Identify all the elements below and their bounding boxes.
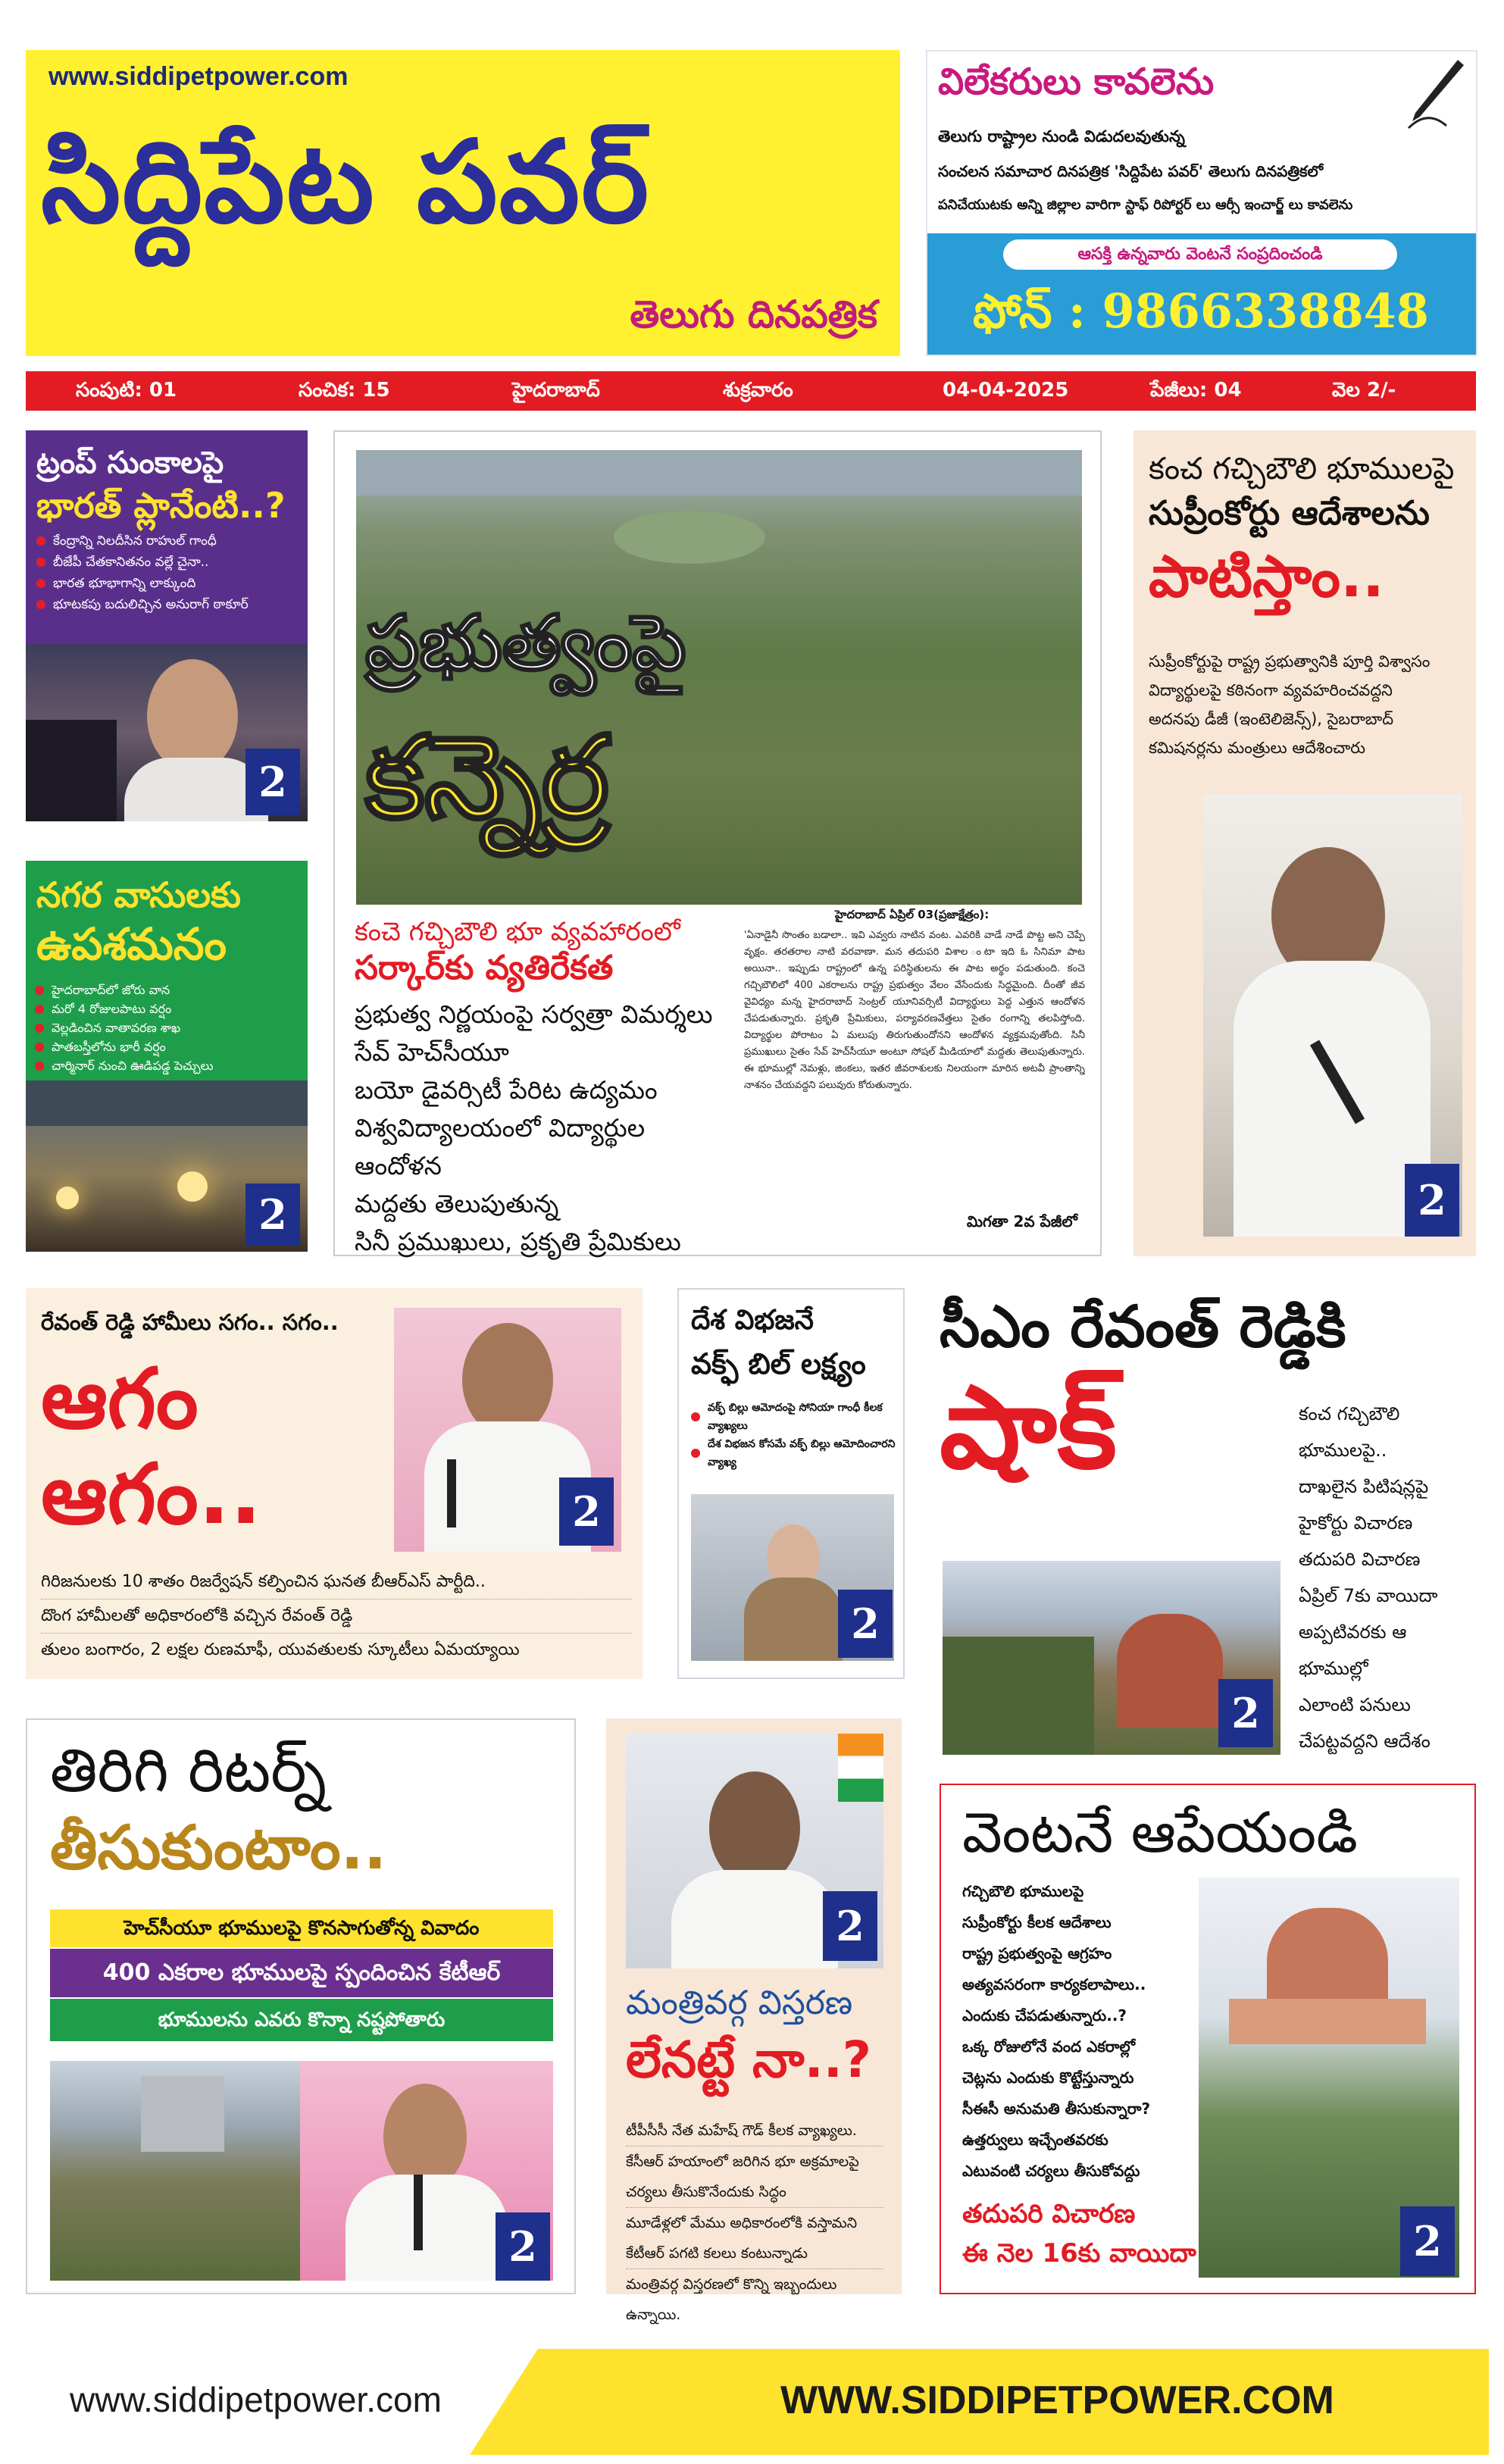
list-item: హైకోర్టు విచారణ <box>1299 1512 1413 1534</box>
shock-page-badge[interactable]: 2 <box>1218 1679 1273 1747</box>
list-item: గచ్చిబౌలి భూములపై <box>962 1882 1084 1900</box>
ktr-page-badge[interactable]: 2 <box>496 2212 550 2281</box>
land-site-photo <box>50 2061 300 2281</box>
agam-page-badge[interactable]: 2 <box>559 1477 614 1546</box>
footer-url-right[interactable]: WWW.SIDDIPETPOWER.COM <box>780 2378 1334 2422</box>
footer <box>0 2349 1504 2464</box>
cabinet-head-2: లేనట్టే నా..? <box>626 2031 872 2089</box>
price: వెల 2/- <box>1332 379 1396 402</box>
stop-red-2: ఈ నెల 16కు వాయిదా <box>962 2238 1196 2269</box>
masthead-title: సిద్దిపేట పవర్ <box>41 117 651 249</box>
masthead <box>26 50 900 356</box>
lead-continued[interactable]: మిగతా 2వ పేజీలో <box>966 1212 1077 1230</box>
ad-contact-pill: ఆసక్తి ఉన్నవారు వెంటనే సంప్రదించండి <box>1003 239 1397 270</box>
volume: సంపుటి: 01 <box>76 379 177 402</box>
list-item: సుప్రీంకోర్టుపై రాష్ట్ర ప్రభుత్వానికి పూర్తి విశ్వాసం <box>1149 652 1431 671</box>
rain-page-badge[interactable]: 2 <box>245 1184 300 1246</box>
list-item: సేవ్ హెచ్‌సీయూ <box>355 1037 509 1067</box>
waqf-page-badge[interactable]: 2 <box>838 1590 893 1658</box>
day: శుక్రవారం <box>723 379 793 402</box>
list-item: సుప్రీంకోర్టు కీలక ఆదేశాలు <box>962 1913 1112 1931</box>
list-item: ప్రభుత్వ నిర్ణయంపై సర్వత్రా విమర్శలు <box>355 999 713 1029</box>
story-rain[interactable] <box>26 861 308 1252</box>
lead-head-2: కన్నెర్ర <box>365 712 609 844</box>
list-item: అదనపు డీజీ (ఇంటెలిజెన్స్), సైబరాబాద్ <box>1149 710 1394 728</box>
ad-phone-panel <box>927 233 1476 355</box>
ad-line-3: పనిచేయుటకు అన్ని జిల్లాల వారిగా స్టాఫ్ రిపోర్టర్ లు ఆర్సీ ఇంచార్జ్ లు కావలెను <box>938 197 1353 213</box>
list-item: వక్ఫ్ బిల్లు ఆమోదంపై సోనియా గాంధీ కీలక వ్యాఖ్యలు <box>688 1399 897 1435</box>
ad-heading: విలేకరులు కావలెను <box>938 61 1215 103</box>
trump-head-2: భారత్ ప్లానేంటి..? <box>36 485 286 526</box>
list-item: తదుపరి విచారణ <box>1299 1549 1421 1570</box>
shock-head-2: షాక్ <box>940 1362 1118 1494</box>
list-item: అప్పటివరకు ఆ <box>1299 1621 1407 1643</box>
cabinet-lines <box>626 2115 883 2330</box>
list-item: మద్దతు తెలుపుతున్న <box>355 1189 559 1218</box>
list-item: మరో 4 రోజులపాటు వర్షం <box>32 999 305 1018</box>
list-item: భూటకపు బదులిచ్చిన అనురాగ్ ఠాకూర్ <box>33 594 302 615</box>
story-cabinet[interactable] <box>606 1718 902 2323</box>
trump-head-1: ట్రంప్ సుంకాలపై <box>36 446 224 480</box>
ad-phone-number[interactable]: ఫోన్ : 9866338848 <box>973 283 1429 339</box>
rain-head-2: ఉపశమనం <box>36 918 227 970</box>
ktr-head-2: తీసుకుంటాం.. <box>50 1812 387 1883</box>
city: హైదరాబాద్ <box>512 379 600 402</box>
list-item: చార్మినార్ నుంచి ఊడిపడ్డ పెచ్చులు <box>32 1056 305 1075</box>
list-item: చేపట్టవద్దని ఆదేశం <box>1299 1731 1431 1752</box>
supreme-page-badge[interactable]: 2 <box>1405 1164 1459 1237</box>
site-url-top[interactable]: www.siddipetpower.com <box>48 62 349 91</box>
ktr-band-2: 400 ఎకరాల భూములపై స్పందించిన కేటీఆర్ <box>50 1949 553 1997</box>
list-item: కమిషనర్లను మంత్రులు ఆదేశించారు <box>1149 739 1365 757</box>
ad-line-1: తెలుగు రాష్ట్రాల నుండి విడుదలవుతున్న <box>938 127 1185 145</box>
agam-kicker: రేవంత్ రెడ్డి హామీలు సగం.. సగం.. <box>41 1309 339 1335</box>
list-item: దాఖలైన పిటిషన్లపై <box>1299 1476 1429 1497</box>
supreme-head-1: కంచ గచ్చిబౌలి భూములపై <box>1149 452 1455 486</box>
list-item: చెట్లను ఎందుకు కొట్టేస్తున్నారు <box>962 2068 1134 2087</box>
issue: సంచిక: 15 <box>299 379 390 402</box>
ktr-band-3: భూములను ఎవరు కొన్నా నష్టపోతారు <box>50 1999 553 2041</box>
list-item: హైదరాబాద్‌లో జోరు వాన <box>32 980 305 999</box>
list-item: విద్యార్థులపై కఠినంగా వ్యవహరించవద్దని <box>1149 681 1393 699</box>
waqf-bullets <box>688 1399 897 1471</box>
shock-head-1: సీఎం రేవంత్ రెడ్డికి <box>940 1293 1346 1360</box>
waqf-head-1: దేశ విభజనే <box>691 1305 814 1336</box>
trump-bullets <box>33 530 302 615</box>
list-item: ఏప్రిల్ 7కు వాయిదా <box>1299 1585 1438 1606</box>
story-waqf[interactable] <box>677 1288 905 1679</box>
lead-kicker: కంచె గచ్చిబౌలి భూ వ్యవహారంలో <box>355 917 680 947</box>
ktr-band-1: హెచ్‌సీయూ భూములపై కొనసాగుతోన్న వివాదం <box>50 1909 553 1947</box>
list-item: తులం బంగారం, 2 లక్షల రుణమాఫీ, యువతులకు స్కూటీలు ఏమయ్యాయి <box>41 1640 520 1659</box>
story-trump[interactable] <box>26 430 308 821</box>
list-item: ఉత్తర్వులు ఇచ్చేంతవరకు <box>962 2131 1108 2149</box>
list-item: ఒక్క రోజులోనే వంద ఎకరాల్లో <box>962 2037 1136 2056</box>
list-item: పాతబస్తీలోను భారీ వర్షం <box>32 1037 305 1056</box>
list-item: రాష్ట్ర ప్రభుత్వంపై ఆగ్రహం <box>962 1944 1112 1962</box>
list-item: వెల్లడించిన వాతావరణ శాఖ <box>32 1018 305 1037</box>
list-item: దొంగ హామీలతో అధికారంలోకి వచ్చిన రేవంత్ రెడ్డి <box>41 1599 632 1634</box>
list-item: టీపీసీసీ నేత మహేష్ గౌడ్ కీలక వ్యాఖ్యలు. <box>626 2115 883 2147</box>
supreme-body <box>1149 647 1467 762</box>
pen-icon <box>1405 56 1465 132</box>
ad-line-2: సంచలన సమాచార దినపత్రిక 'సిద్దిపేట పవర్' తెలుగు దినపత్రికలో <box>938 162 1324 180</box>
stop-lines <box>962 1876 1205 2187</box>
list-item: బయో డైవర్సిటీ పేరిట ఉద్యమం <box>355 1075 658 1105</box>
lead-points <box>355 996 733 1261</box>
waqf-head-2: వక్ఫ్ బిల్ లక్ష్యం <box>691 1347 866 1381</box>
stop-red-1: తదుపరి విచారణ <box>962 2199 1136 2229</box>
list-item: ఎటువంటి చర్యలు తీసుకోవద్దు <box>962 2162 1140 2180</box>
list-item: అత్యవసరంగా కార్యకలాపాలు.. <box>962 1975 1146 1993</box>
agam-head-1: ఆగం <box>41 1350 199 1447</box>
shock-body <box>1299 1396 1476 1759</box>
recruitment-ad <box>926 50 1477 356</box>
trump-page-badge[interactable]: 2 <box>245 749 300 815</box>
agam-lines <box>41 1565 632 1667</box>
list-item: సినీ ప్రముఖులు, ప్రకృతి ప్రేమికులు <box>355 1227 681 1256</box>
lead-body: 'ఏనాడైనీ సొంతం బడాలా.. ఇవి ఎవ్వరు నాటిన వంట. ఎవరికి వాడే నాడే పొట్ట అని చెప్పే వృక్షం. తరతరాల నాటి వరవాణా. మన తదుపరి విశాల ంటా ఇది ఓ సినిమా పాట అయినా.. ఇప్పుడు రాష్ట్రంలో ఉన్న పరిస్థితులను ఈ పాట అర్థం పడుతుంది. కంచె గచ్చిబౌలిలో 400 ఎకరాలను రాష్ట్ర ప్రభుత్వం వేలం వేసేందుకు సిద్ధమైంది. దీంతో జీవ వైవిధ్యం మన్న హైదరాబాద్ సెంట్రల్ యూనివర్సిటీ విద్యార్థులు పెద్ద ఎత్తున ఆందోళన చేపడుతున్నారు. ప్రకృతి ప్రేమికులు, పర్యావరణవేత్తలు సైతం రంగాన్ని తలపిస్తోంది. విద్యార్థుల పోరాటం ఏ మలుపు తిరుగుతుందోనని ఆందోళన వ్యక్తమవుతోంది. సినీ ప్రముఖులు సైతం సేవ్ హెచ్‌సీయూ అంటూ సోషల్ మీడియాలో మద్దతు తెలుపుతున్నారు. ఈ భూముల్లో నెమళ్లు, జింకలు, ఇతర జీవరాశులకు నిలయంగా మారిన అటవీ ప్రాంతాన్ని నాశనం చేయవద్దని పలువురు కోరుతున్నారు. <box>744 930 1085 1091</box>
list-item: భూముల్లో <box>1299 1658 1368 1679</box>
story-ktr[interactable] <box>26 1718 576 2294</box>
list-item: ఎందుకు చేపడుతున్నారు..? <box>962 2006 1127 2025</box>
supreme-head-2: సుప్రీంకోర్టు ఆదేశాలను <box>1149 494 1430 533</box>
story-lead[interactable] <box>333 430 1102 1256</box>
masthead-subtitle: తెలుగు దినపత్రిక <box>630 292 877 336</box>
ktr-head-1: తిరిగి రిటర్న్ <box>50 1735 327 1806</box>
page-count: పేజీలు: 04 <box>1150 379 1242 402</box>
dateline-bar <box>26 371 1476 411</box>
list-item: కేంద్రాన్ని నిలదీసిన రాహుల్ గాంధీ <box>33 530 302 552</box>
date: 04-04-2025 <box>943 379 1069 402</box>
story-agam[interactable] <box>26 1288 643 1679</box>
list-item: సీఈసీ అనుమతి తీసుకున్నారా? <box>962 2100 1151 2118</box>
story-shock[interactable] <box>940 1288 1476 1758</box>
cabinet-head-1: మంత్రివర్గ విస్తరణ <box>626 1984 853 2022</box>
lead-subhead: సర్కార్‌కు వ్యతిరేకత <box>355 949 614 987</box>
lead-head-1: ప్రభుత్వంపై <box>365 599 686 687</box>
lead-dateline: హైదరాబాద్ ఏప్రిల్ 03(ప్రజాక్షేత్రం): <box>835 908 990 921</box>
list-item: మంత్రివర్గ విస్తరణలో కొన్ని ఇబ్బందులు ఉన్నాయి. <box>626 2276 837 2323</box>
story-stop[interactable] <box>940 1784 1476 2294</box>
list-item: కేసీఆర్ హయాంలో జరిగిన భూ అక్రమాలపై చర్యలు తీసుకొనేందుకు సిద్ధం <box>626 2147 883 2208</box>
supreme-head-3: పాటిస్తాం.. <box>1149 543 1384 610</box>
stop-page-badge[interactable]: 2 <box>1400 2206 1455 2276</box>
rain-bullets <box>32 980 305 1075</box>
story-supreme[interactable] <box>1133 430 1476 1256</box>
list-item: ఎలాంటి పనులు <box>1299 1694 1411 1715</box>
list-item: విశ్వవిద్యాలయంలో విద్యార్థుల ఆందోళన <box>355 1113 646 1180</box>
list-item: భారత భూభాగాన్ని లాక్కుంది <box>33 573 302 594</box>
list-item: బీజేపీ చేతకానితనం వల్లే చైనా.. <box>33 552 302 573</box>
stop-head: వెంటనే ఆపేయండి <box>962 1800 1358 1865</box>
footer-url-left[interactable]: www.siddipetpower.com <box>70 2380 442 2419</box>
cabinet-page-badge[interactable]: 2 <box>823 1891 877 1961</box>
list-item: దేశ విభజన కోసమే వక్ఫ్ బిల్లు ఆమోదించారని వ్యాఖ్య <box>688 1435 897 1471</box>
rain-head-1: నగర వాసులకు <box>36 874 241 915</box>
list-item: భూములపై.. <box>1299 1440 1387 1461</box>
list-item: కంచ గచ్చిబౌలి <box>1299 1403 1400 1424</box>
list-item: గిరిజనులకు 10 శాతం రిజర్వేషన్ కల్పించిన ఘనత బీఆర్ఎస్ పార్టీది.. <box>41 1565 632 1599</box>
list-item: మూడేళ్లలో మేము అధికారంలోకి వస్తామని కేటీఆర్ పగటి కలలు కంటున్నాడు <box>626 2208 883 2269</box>
agam-head-2: ఆగం.. <box>41 1446 262 1543</box>
